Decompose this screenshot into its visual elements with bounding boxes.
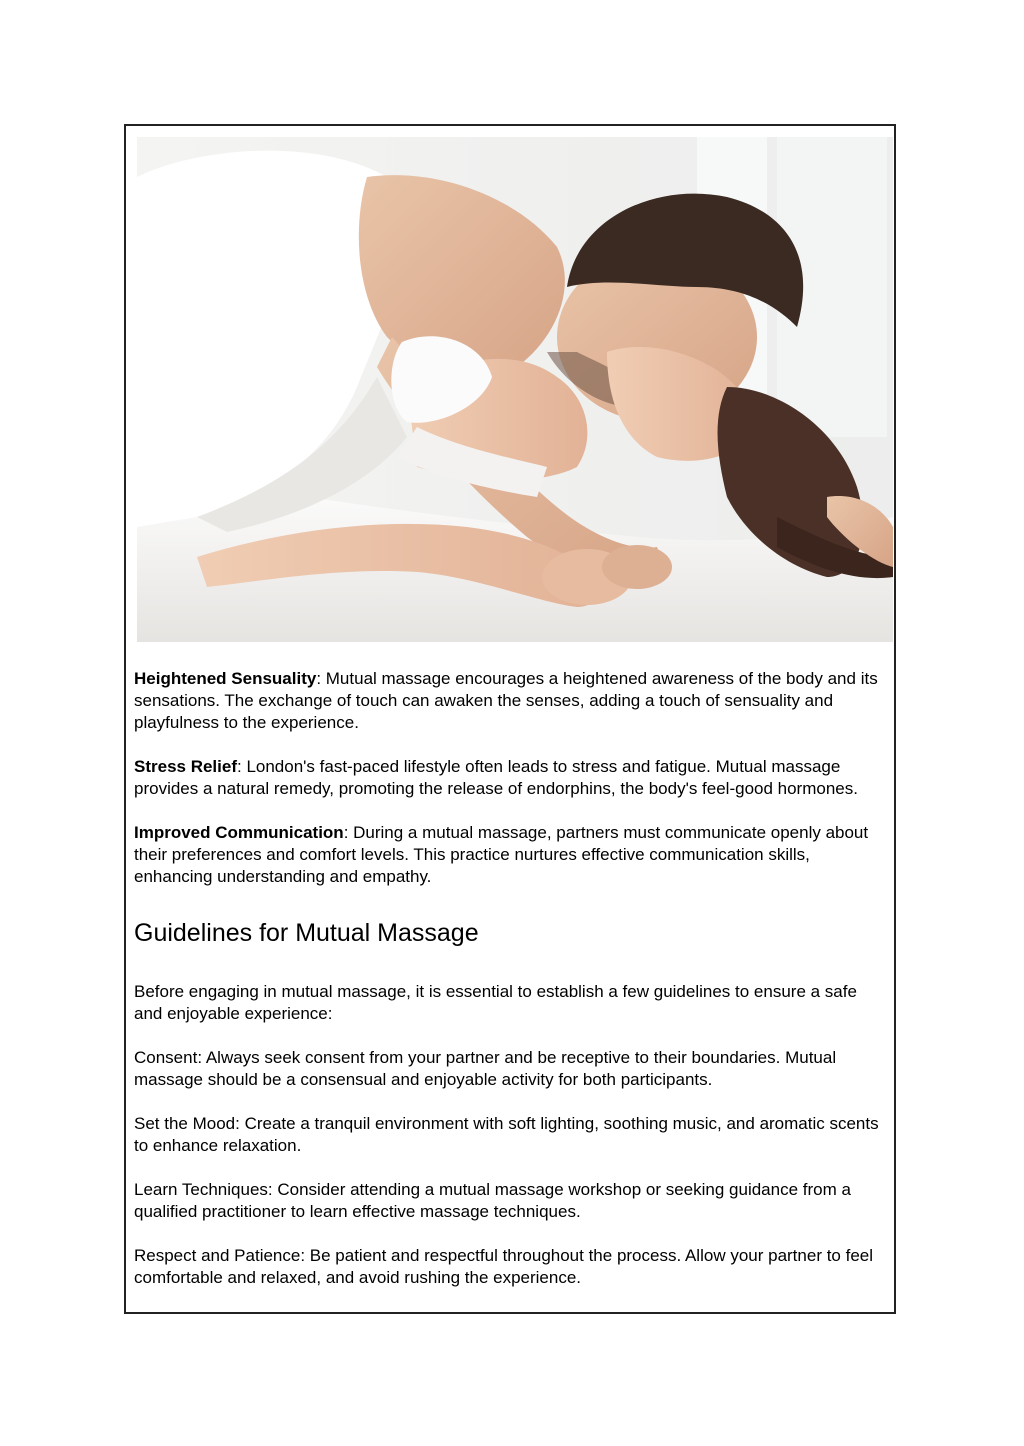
benefit-term: Improved Communication: [134, 823, 344, 842]
photo-illustration: [137, 137, 893, 642]
benefit-text: : During a mutual massage, partners must communicate openly about their preferences and comfort levels. This practice nurtures effective communication skills, enhancing understanding and empathy.: [134, 823, 869, 886]
guidelines-intro: Before engaging in mutual massage, it is essential to establish a few guidelines to ensure a safe and enjoyable experience:: [134, 982, 857, 1023]
photo-couple-in-bed: [137, 137, 893, 642]
guideline-learn-techniques: Learn Techniques: Consider attending a mutual massage workshop or seeking guidance from a qualified practitioner to learn effective massage techniques.: [134, 1180, 851, 1221]
guideline-consent: Consent: Always seek consent from your partner and be receptive to their boundaries. Mutual massage should be a consensual and enjoyable activity for both participants.: [134, 1048, 837, 1089]
benefit-text: : Mutual massage encourages a heightened awareness of the body and its sensations. The exchange of touch can awaken the senses, adding a touch of sensuality and playfulness to the experience.: [134, 669, 878, 732]
benefit-term: Stress Relief: [134, 757, 237, 776]
benefit-stress-relief: [134, 756, 886, 800]
document-frame: [124, 124, 896, 1314]
benefit-improved-communication: [134, 822, 886, 888]
article-content: [134, 668, 886, 1289]
guideline-respect-and-patience: Respect and Patience: Be patient and respectful throughout the process. Allow your partner to feel comfortable and relaxed, and avoid rushing the experience.: [134, 1246, 874, 1287]
guideline-set-the-mood: Set the Mood: Create a tranquil environment with soft lighting, soothing music, and aromatic scents to enhance relaxation.: [134, 1114, 879, 1155]
benefit-heightened-sensuality: [134, 668, 886, 734]
benefit-term: Heightened Sensuality: [134, 669, 317, 688]
benefit-text: : London's fast-paced lifestyle often leads to stress and fatigue. Mutual massage provides a natural remedy, promoting the release of endorphins, the body's feel-good hormones.: [134, 757, 858, 798]
section-heading: Guidelines for Mutual Massage: [134, 919, 479, 947]
